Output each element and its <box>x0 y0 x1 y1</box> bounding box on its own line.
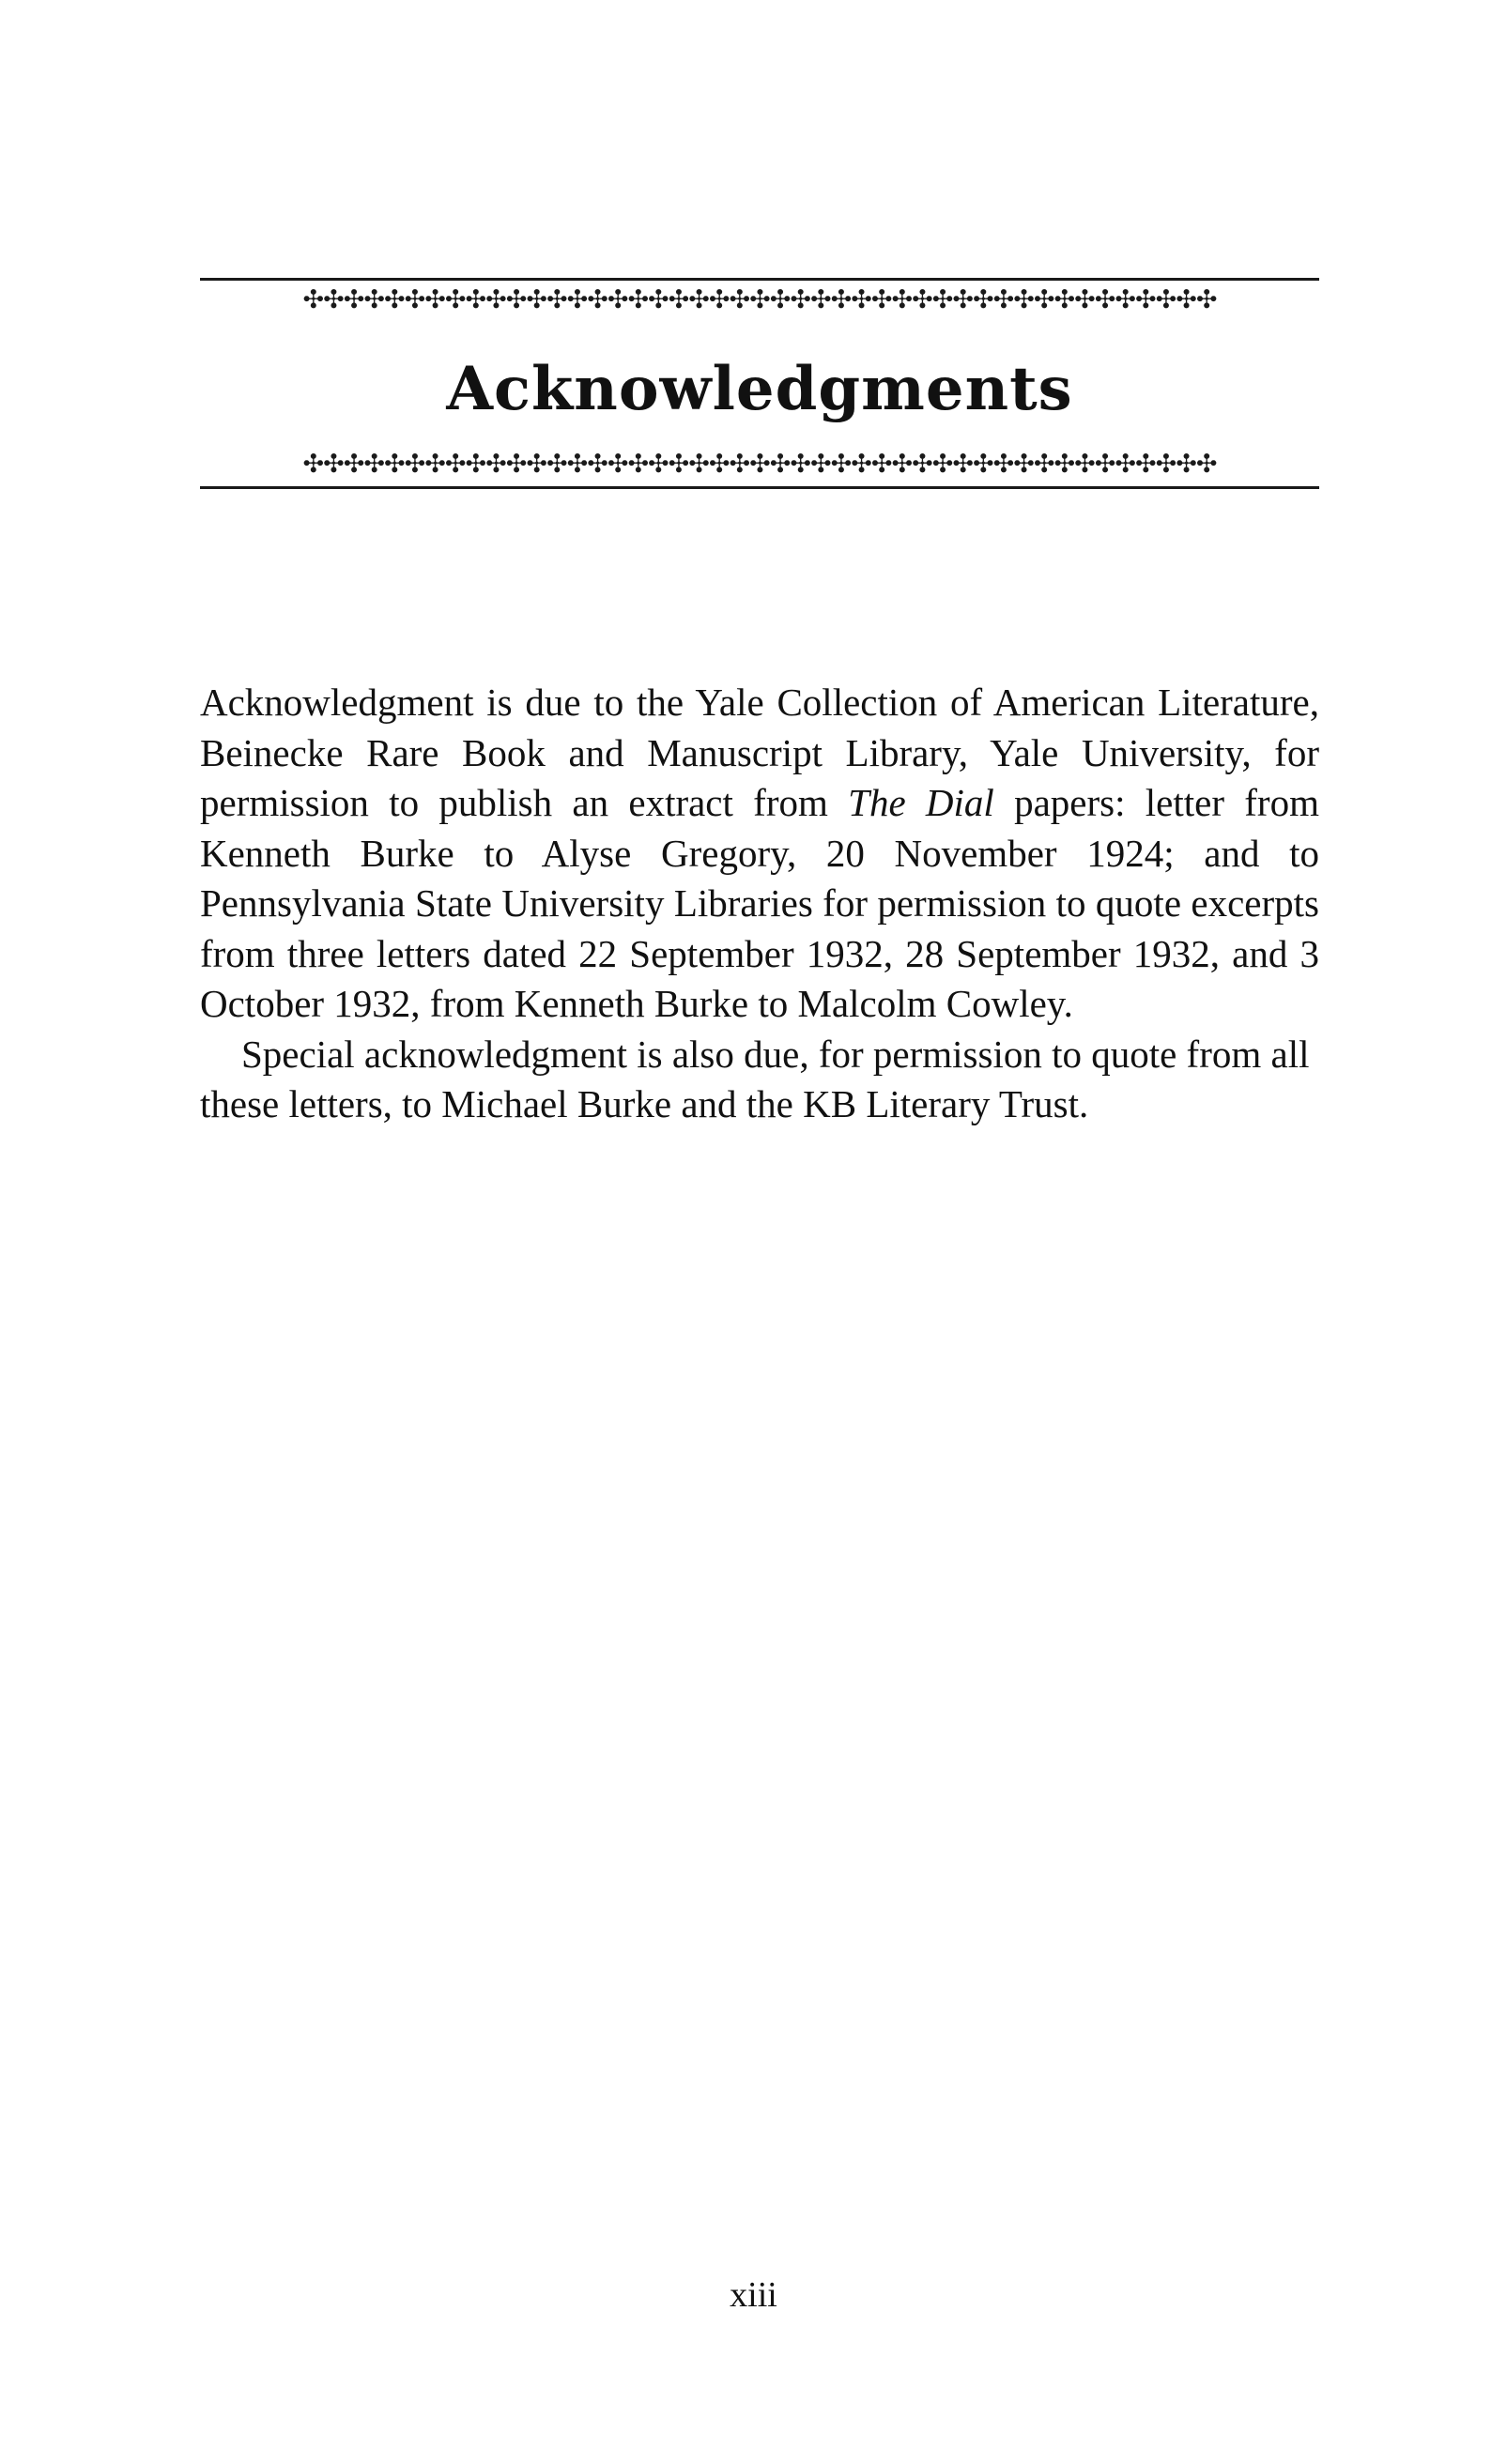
top-rule <box>200 278 1319 281</box>
bottom-ornament-row: ✣✣✣✣✣✣✣✣✣✣✣✣✣✣✣✣✣✣✣✣✣✣✣✣✣✣✣✣✣✣✣✣✣✣✣✣✣✣✣✣✣✣✣✣✣ <box>302 450 1217 479</box>
paragraph-1 <box>200 678 1319 1030</box>
paragraph-2: Special acknowledgment is also due, for permission to quote from all these letters, to Michael Burke and the KB Literary Trust. <box>200 1032 1310 1125</box>
bottom-ornament-border <box>200 449 1319 489</box>
bottom-rule <box>200 486 1319 489</box>
top-ornament-row: ✣✣✣✣✣✣✣✣✣✣✣✣✣✣✣✣✣✣✣✣✣✣✣✣✣✣✣✣✣✣✣✣✣✣✣✣✣✣✣✣✣✣✣✣✣ <box>302 285 1217 314</box>
journal-title-italic: The Dial <box>848 781 994 824</box>
paragraph-1-start: Acknowledgment is due to the Yale Collection of American Literature, Beinecke Rare Book and Manuscript Library, Yale University, for permission to publish an extract from <box>200 681 1319 824</box>
acknowledgments-body <box>200 678 1319 1130</box>
top-ornament-border <box>200 278 1319 316</box>
page-title: Acknowledgments <box>446 354 1073 424</box>
page-number: xiii <box>730 2275 777 2315</box>
paragraph-1-end: papers: letter from Kenneth Burke to Alyse Gregory, 20 November 1924; and to Pennsylvania State University Libraries for permission to quote excerpts from three letters dated 22 September 1932, 28 September 1932, and 3 October 1932, from Kenneth Burke to Malcolm Cowley. <box>200 781 1319 1025</box>
